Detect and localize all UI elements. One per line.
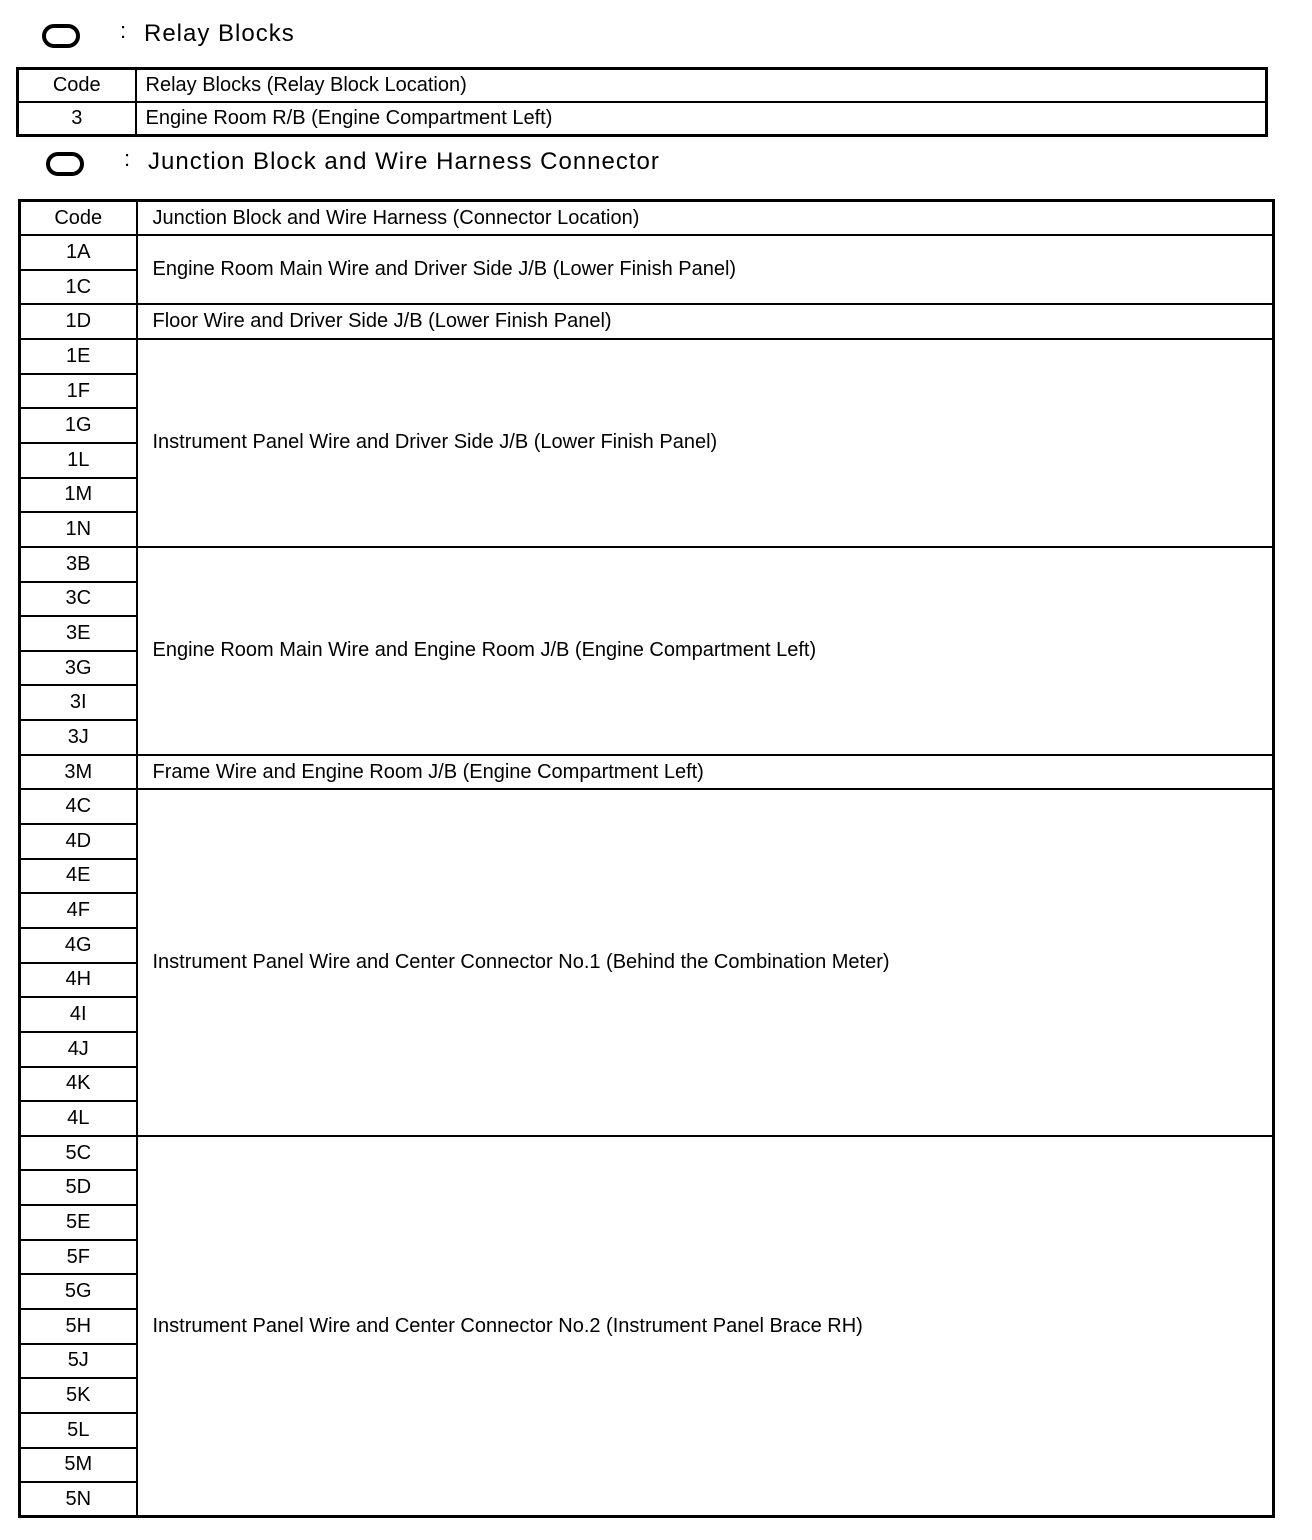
table-row xyxy=(20,235,1274,270)
code-cell: 4D xyxy=(20,824,137,859)
table-row xyxy=(20,789,1274,824)
code-cell: 5F xyxy=(20,1240,137,1275)
code-cell: 3G xyxy=(20,651,137,686)
code-cell: 4F xyxy=(20,893,137,928)
code-cell: 5L xyxy=(20,1413,137,1448)
rounded-rectangle-icon xyxy=(46,152,84,176)
legend-colon: : xyxy=(124,146,131,171)
code-cell: 5C xyxy=(20,1136,137,1171)
code-cell: 4I xyxy=(20,997,137,1032)
code-cell: 4J xyxy=(20,1032,137,1067)
code-cell: 1F xyxy=(20,374,137,409)
code-cell: 4L xyxy=(20,1101,137,1136)
location-cell: Instrument Panel Wire and Driver Side J/B (Lower Finish Panel) xyxy=(137,339,1274,547)
table-row xyxy=(20,339,1274,374)
junction-block-table xyxy=(18,199,1275,1518)
code-cell: 5E xyxy=(20,1205,137,1240)
location-cell: Floor Wire and Driver Side J/B (Lower Finish Panel) xyxy=(137,304,1274,339)
code-cell: 1E xyxy=(20,339,137,374)
code-cell: 4G xyxy=(20,928,137,963)
legend-colon: : xyxy=(120,18,127,43)
rounded-rectangle-icon xyxy=(42,24,80,48)
code-cell: 1D xyxy=(20,304,137,339)
location-cell: Instrument Panel Wire and Center Connector No.1 (Behind the Combination Meter) xyxy=(137,789,1274,1135)
code-cell: 5J xyxy=(20,1344,137,1379)
code-cell: 3 xyxy=(18,102,136,136)
code-cell: 5K xyxy=(20,1378,137,1413)
location-cell: Instrument Panel Wire and Center Connector No.2 (Instrument Panel Brace RH) xyxy=(137,1136,1274,1517)
table-row xyxy=(20,547,1274,582)
code-cell: 4K xyxy=(20,1067,137,1102)
location-cell: Engine Room Main Wire and Engine Room J/B (Engine Compartment Left) xyxy=(137,547,1274,755)
code-cell: 5D xyxy=(20,1170,137,1205)
code-cell: 4C xyxy=(20,789,137,824)
code-cell: 3J xyxy=(20,720,137,755)
relay-blocks-table xyxy=(16,67,1268,137)
table-header-row xyxy=(18,69,1267,103)
relay-blocks-title: Relay Blocks xyxy=(144,20,295,47)
location-cell: Engine Room Main Wire and Driver Side J/B (Lower Finish Panel) xyxy=(137,235,1274,304)
junction-block-title: Junction Block and Wire Harness Connector xyxy=(148,148,660,175)
code-cell: 4H xyxy=(20,963,137,998)
code-cell: 3B xyxy=(20,547,137,582)
code-cell: 1G xyxy=(20,408,137,443)
code-cell: 1C xyxy=(20,270,137,305)
location-header: Relay Blocks (Relay Block Location) xyxy=(136,69,1267,103)
table-row xyxy=(20,755,1274,790)
code-cell: 5N xyxy=(20,1482,137,1517)
code-cell: 5M xyxy=(20,1448,137,1483)
code-cell: 3E xyxy=(20,616,137,651)
location-cell: Frame Wire and Engine Room J/B (Engine Compartment Left) xyxy=(137,755,1274,790)
code-cell: 3I xyxy=(20,685,137,720)
table-header-row xyxy=(20,201,1274,236)
code-cell: 1M xyxy=(20,478,137,513)
code-cell: 5H xyxy=(20,1309,137,1344)
code-cell: 3M xyxy=(20,755,137,790)
code-cell: 4E xyxy=(20,859,137,894)
table-row xyxy=(18,102,1267,136)
code-cell: 5G xyxy=(20,1274,137,1309)
table-row xyxy=(20,304,1274,339)
code-cell: 3C xyxy=(20,582,137,617)
code-cell: 1L xyxy=(20,443,137,478)
code-cell: 1N xyxy=(20,512,137,547)
table-row xyxy=(20,1136,1274,1171)
code-cell: 1A xyxy=(20,235,137,270)
location-cell: Engine Room R/B (Engine Compartment Left) xyxy=(136,102,1267,136)
location-header: Junction Block and Wire Harness (Connector Location) xyxy=(137,201,1274,236)
code-header: Code xyxy=(20,201,137,236)
code-header: Code xyxy=(18,69,136,103)
